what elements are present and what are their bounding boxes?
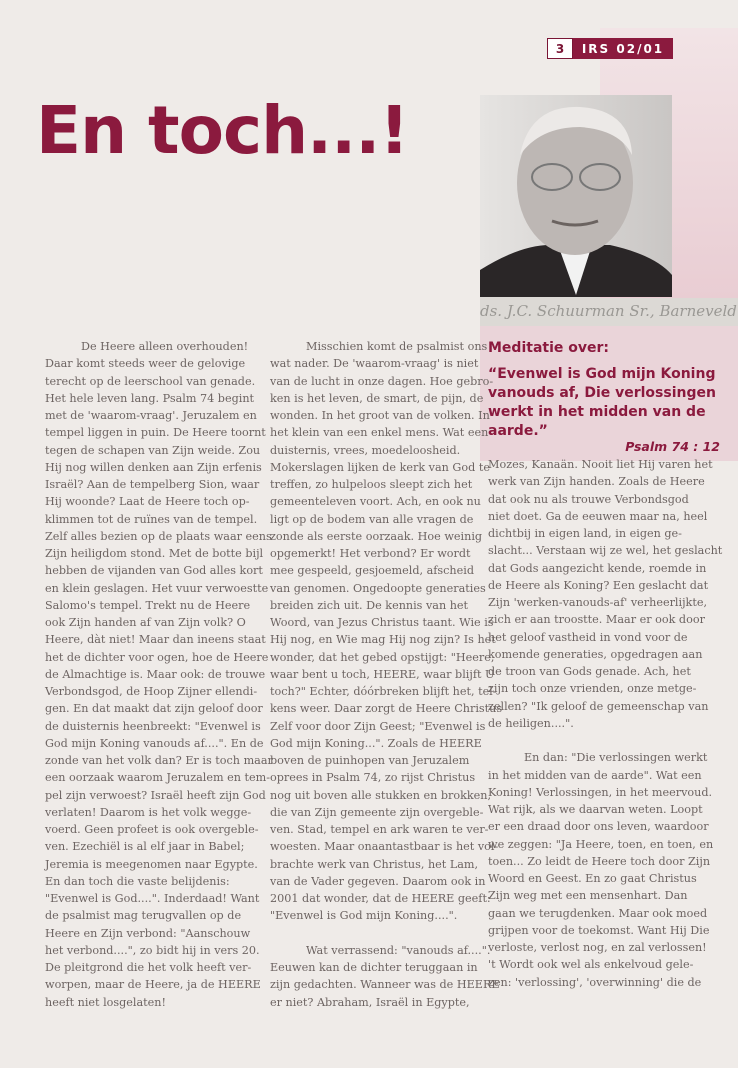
text-line: waar bent u toch, HEERE, waar blijft U [270,667,495,681]
text-line: het klein van een enkel mens. Wat een [270,426,489,440]
text-line: Heere, dàt niet! Maar dan ineens staat [45,633,266,647]
text-line: die van Zijn gemeente zijn overgeble- [270,805,484,819]
text-line: mee gespeeld, gesjoemeld, afscheid [270,564,474,578]
text-line: de Almachtige is. Maar ook: de trouwe [45,667,266,681]
text-line: "Evenwel is God mijn Koning....". [270,909,458,923]
text-line: er een draad door ons leven, waardoor [488,820,709,834]
text-line: de Heere als Koning? Een geslacht dat [488,578,709,592]
text-line: Hij nog, en Wie mag Hij nog zijn? Is het [270,633,496,647]
text-line: "Evenwel is God....". Inderdaad! Want [45,892,260,905]
text-line: het de dichter voor ogen, hoe de Heere [45,650,269,664]
text-line: 't Wordt ook wel als enkelvoud gele- [488,958,694,972]
text-line: duisternis, vrees, moedeloosheid. [270,443,461,457]
text-line: Eeuwen kan de dichter teruggaan in [270,961,478,974]
text-line: de troon van Gods genade. Ach, het [488,665,691,678]
text-line: kens weer. Daar zorgt de Heere Christus [270,702,503,716]
text-line: Hij nog willen denken aan Zijn erfenis [45,460,262,474]
text-line: terecht op de leerschool van genade. [45,374,256,388]
text-line: Daar komt steeds weer de gelovige [45,357,246,371]
text-line: Zelf voor door Zijn Geest; "Evenwel is [270,719,486,733]
text-line: Hij woonde? Laat de Heere toch op- [45,495,250,509]
text-line: met de 'waarom-vraag'. Jeruzalem en [45,409,257,422]
text-line: zonde van het volk dan? Er is toch maar [45,754,273,767]
text-line: Woord en Geest. En zo gaat Christus [488,872,697,885]
text-line: zijn gedachten. Wanneer was de HEERE [270,978,500,992]
text-line: toen... Zo leidt de Heere toch door Zijn [488,854,711,868]
text-line: Heere en Zijn verbond: "Aanschouw [45,926,251,940]
text-line: ook Zijn handen af van Zijn volk? O [45,616,246,629]
text-line: Mokerslagen lijken de kerk van God te [270,460,490,474]
text-line: treffen, zo hulpeloos sleept zich het [270,478,473,491]
text-line: de heiligen....". [488,716,574,730]
text-line: woesten. Maar onaantastbaar is het vol- [270,840,499,854]
text-line: grijpen voor de toekomst. Want Hij Die [488,923,710,937]
text-line: werk van Zijn handen. Zoals de Heere [488,475,705,489]
author-photo [480,95,672,297]
text-line: Jeremia is meegenomen naar Egypte. [45,857,258,871]
text-line: het verbond....", zo bidt hij in vers 20. [45,943,260,957]
text-line: zen: 'verlossing', 'overwinning' die de [488,975,702,989]
text-line: zellen? "Ik geloof de gemeenschap van [488,699,709,713]
paragraph [488,749,722,991]
text-line: oprees in Psalm 74, zo rijst Christus [270,771,476,785]
text-line: hebben de vijanden van God alles kort [45,564,263,578]
text-line: De Heere alleen overhouden! [81,340,249,353]
text-column-3 [488,456,722,1008]
text-line: opgemerkt! Het verbond? Er wordt [270,547,471,560]
text-line: ligt op de bodem van alle vragen de [270,512,474,526]
text-line: Het hele leven lang. Psalm 74 begint [45,391,255,405]
text-line: en klein geslagen. Het vuur verwoestte [45,581,269,595]
text-line: klimmen tot de ruïnes van de tempel. [45,512,258,526]
text-line: van de lucht in onze dagen. Hoe gebro- [270,374,494,388]
text-line: voerd. Geen profeet is ook overgeble- [45,823,259,836]
text-line: wat nader. De 'waarom-vraag' is niet [270,357,479,371]
text-line: ken is het leven, de smart, de pijn, de [270,391,484,405]
text-line: zijn toch onze vrienden, onze metge- [488,682,697,696]
text-line: boven de puinhopen van Jeruzalem [270,754,470,767]
text-line: Mozes, Kanaän. Nooit liet Hij varen het [488,458,713,471]
text-line: brachte werk van Christus, het Lam, [270,857,479,871]
text-line: Verbondsgod, de Hoop Zijner ellendi- [45,685,258,698]
page-number: 3 [547,38,573,59]
article-title: En toch...! [36,92,409,169]
text-line: er niet? Abraham, Israël in Egypte, [270,995,470,1009]
text-line: ven. Stad, tempel en ark waren te ver- [270,823,489,836]
meditation-box [480,326,738,461]
text-line: heeft niet losgelaten! [45,995,166,1009]
text-line: 2001 dat wonder, dat de HEERE geeft: [270,892,491,905]
text-line: Koning! Verlossingen, in het meervoud. [488,785,713,799]
text-line: gaan we terugdenken. Maar ook moed [488,906,708,920]
paragraph [270,338,502,925]
text-line: Misschien komt de psalmist ons [306,340,488,353]
text-line: worpen, maar de Heere, ja de HEERE [45,978,261,992]
text-line: Wat rijk, als we daarvan weten. Loopt [488,803,703,816]
text-line: het geloof vastheid in vond voor de [488,630,688,644]
text-line: niet doet. Ga de eeuwen maar na, heel [488,509,708,523]
text-line: zonde als eerste oorzaak. Hoe weinig [270,529,483,543]
meditation-quote: “Evenwel is God mijn Koning vanouds af, Die verlossingen werkt in het midden van de aarde.” [488,366,716,439]
text-line: Israël? Aan de tempelberg Sion, waar [45,478,260,491]
text-line: tempel liggen in puin. De Heere toornt [45,426,266,440]
text-line: de duisternis heenbreekt: "Evenwel is [45,719,261,733]
scripture-reference: Psalm 74 : 12 [625,439,720,454]
text-column-1 [45,338,273,1028]
text-line: ven. Ezechiël is al elf jaar in Babel; [45,840,245,854]
text-line: dichtbij in eigen land, in eigen ge- [488,527,682,540]
text-line: pel zijn verwoest? Israël heeft zijn God [45,788,266,802]
text-line: wonden. In het groot van de volken. In [270,409,490,422]
text-line: dat ook nu als trouwe Verbondsgod [488,492,689,506]
text-line: En dan toch die vaste belijdenis: [45,874,230,888]
text-line: wonder, dat het gebed opstijgt: "Heere, [270,650,495,664]
photo-caption: ds. J.C. Schuurman Sr., Barneveld [480,297,738,326]
paragraph [488,456,722,732]
meditation-label: Meditatie over: [488,340,609,356]
paragraph [270,942,502,1011]
text-line: Zelf alles bezien op de plaats waar eens [45,529,272,543]
text-line: breiden zich uit. De kennis van het [270,598,469,612]
paragraph [45,338,273,1011]
text-line: gen. En dat maakt dat zijn geloof door [45,702,263,716]
text-line: verlaten! Daarom is het volk wegge- [45,805,252,819]
text-line: tegen de schapen van Zijn weide. Zou [45,443,261,457]
text-line: De pleitgrond die het volk heeft ver- [45,961,252,974]
text-line: gemeenteleven voort. Ach, en ook nu [270,495,481,509]
text-line: slacht... Verstaan wij ze wel, het geslacht [488,544,723,558]
text-line: dat Gods aangezicht kende, roemde in [488,561,707,575]
text-line: toch?" Echter, dóórbreken blijft het, tel- [270,685,497,698]
text-line: Zijn heiligdom stond. Met de botte bijl [45,547,264,560]
text-line: Woord, van Jezus Christus taant. Wie is [270,616,494,629]
text-line: Wat verrassend: "vanouds af....". [306,943,491,957]
text-line: God mijn Koning vanouds af....". En de [45,736,264,750]
text-line: de psalmist mag terugvallen op de [45,909,242,923]
text-line: we zeggen: "Ja Heere, toen, en toen, en [488,837,714,851]
text-line: Salomo's tempel. Trekt nu de Heere [45,598,251,612]
issue-label: IRS 02/01 [573,38,673,59]
issue-badge [547,38,673,59]
text-line: van genomen. Ongedoopte generaties [270,581,486,595]
text-line: zich er aan troostte. Maar er ook door [488,613,705,627]
text-line: van de Vader gegeven. Daarom ook in [270,874,486,888]
text-line: God mijn Koning...". Zoals de HEERE [270,736,482,750]
text-column-2 [270,338,502,1028]
text-line: verloste, verlost nog, en zal verlossen! [488,941,707,954]
text-line: Zijn weg met een mensenhart. Dan [488,889,688,903]
text-line: Zijn 'werken-vanouds-af' verheerlijkte, [488,596,708,609]
text-line: En dan: "Die verlossingen werkt [524,751,708,765]
text-line: een oorzaak waarom Jeruzalem en tem- [45,771,271,785]
text-line: komende generaties, opgedragen aan [488,647,703,661]
text-line: in het midden van de aarde". Wat een [488,768,702,782]
text-line: nog uit boven alle stukken en brokken, [270,788,492,802]
